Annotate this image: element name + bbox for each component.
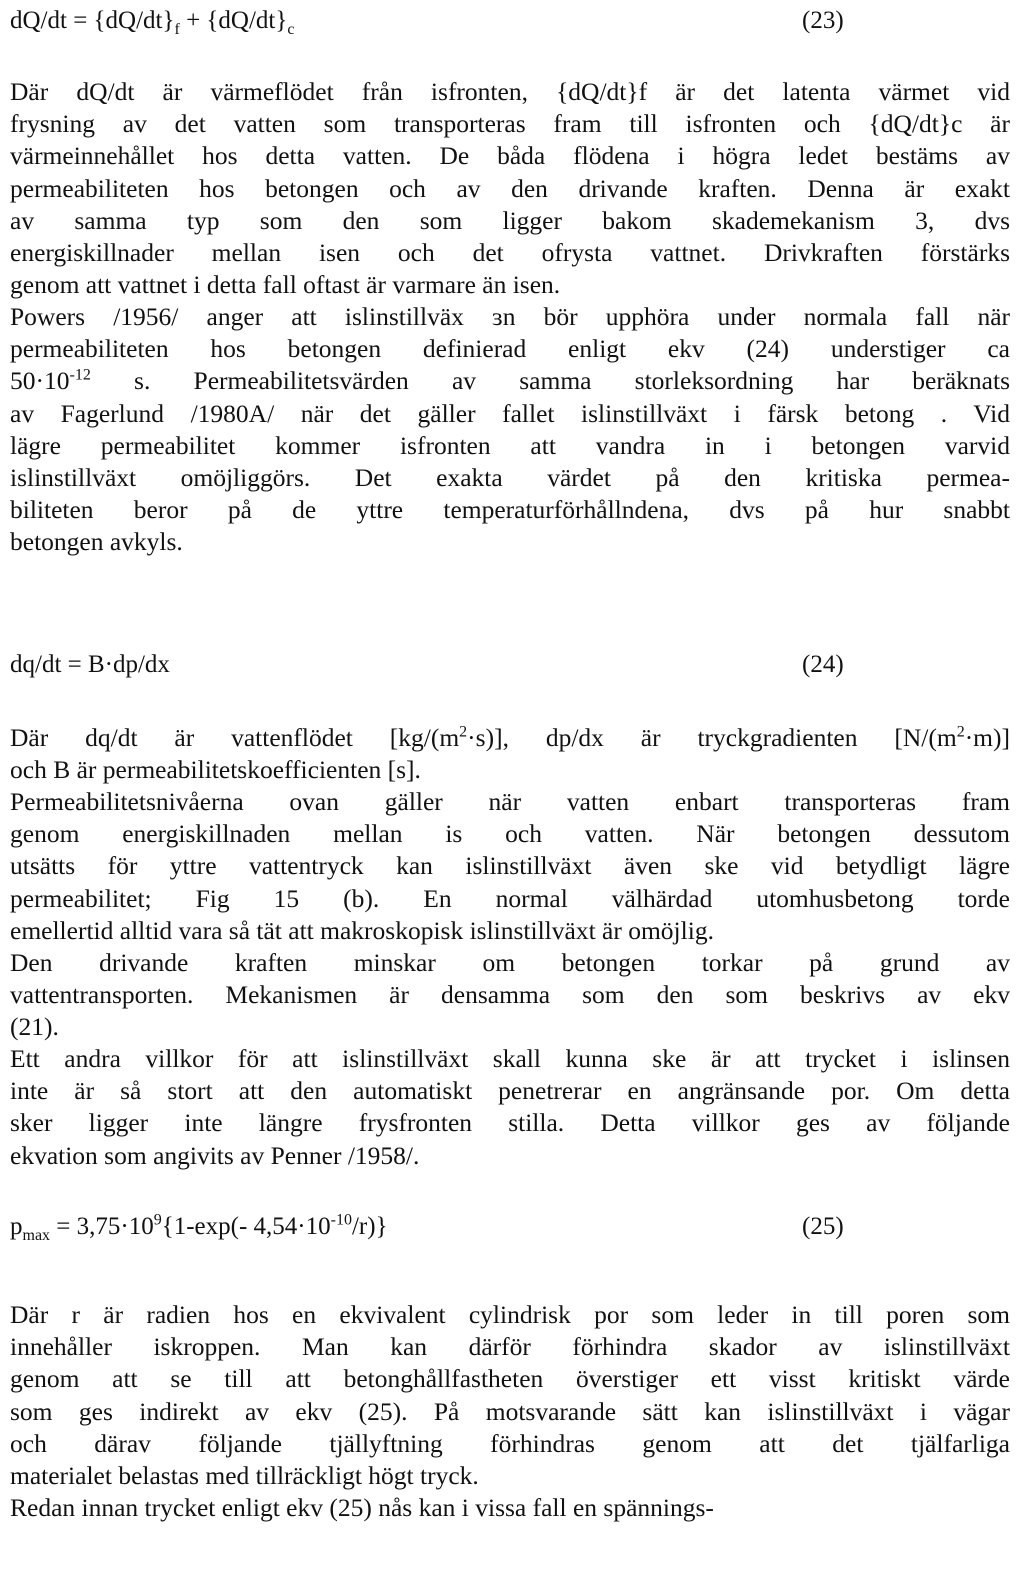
text-line	[10, 365, 1010, 397]
paragraph-3	[10, 722, 1010, 786]
text-line: av Fagerlund /1980A/ när det gäller fallet islinstillväxt i färsk betong . Vid	[10, 398, 1010, 428]
equation-25-superscript: -10	[330, 1211, 352, 1229]
paragraph-6	[10, 1043, 1010, 1172]
text-line: Ett andra villkor för att islinstillväxt skall kunna ske är att trycket i islinsen	[10, 1044, 1010, 1073]
equation-25	[10, 1212, 388, 1242]
text-line: lägre permeabilitet kommer isfronten att vandra in i betongen varvid	[10, 430, 1010, 460]
text-line: Där r är radien hos en ekvivalent cylindrisk por som leder in till poren som	[10, 1300, 1010, 1329]
text-line: Redan innan trycket enligt ekv (25) nås kan i vissa fall en spännings-	[10, 1493, 714, 1522]
text-line	[10, 722, 1010, 754]
text-line: genom energiskillnaden mellan is och vatten. När betongen dessutom	[10, 819, 1010, 849]
equation-23-part: + {dQ/dt}	[186, 7, 288, 34]
text-line: Där dQ/dt är värmeflödet från isfronten, {dQ/dt}f är det latenta värmet vid	[10, 77, 1010, 106]
text-segment: ·m)]	[964, 723, 1010, 752]
text-line: vattentransporten. Mekanismen är densamma som den som beskrivs av ekv	[10, 980, 1010, 1010]
text-line: Den drivande kraften minskar om betongen torkar på grund av	[10, 948, 1010, 977]
equation-23-subscript: c	[287, 21, 295, 38]
equation-24: dq/dt = B·dp/dx	[10, 651, 170, 678]
text-line: emellertid alltid vara så tät att makroskopisk islinstillväxt är omöjlig.	[10, 915, 714, 945]
text-segment: ·s)], dp/dx är tryckgradienten [N/(m	[467, 723, 957, 752]
text-line: betongen avkyls.	[10, 527, 183, 557]
text-segment: 50·10	[10, 366, 70, 396]
equation-25-part: p	[10, 1213, 23, 1240]
paragraph-2	[10, 301, 1010, 559]
text-line: Powers /1956/ anger att islinstillväx ɜn bör upphöra under normala fall när	[10, 302, 1010, 331]
superscript: 2	[956, 723, 965, 741]
equation-25-superscript: 9	[153, 1211, 162, 1229]
paragraph-7	[10, 1299, 1010, 1492]
text-line: genom att vattnet i detta fall oftast är varmare än isen.	[10, 270, 561, 300]
equation-23-subscript: f	[174, 21, 180, 38]
text-line: permeabiliteten hos betongen och av den drivande kraften. Denna är exakt	[10, 173, 1010, 203]
text-line: genom att se till att betonghållfastheten överstiger ett visst kritiskt värde	[10, 1364, 1010, 1394]
text-line: värmeinnehållet hos detta vatten. De båda flödena i högra ledet bestäms av	[10, 141, 1010, 171]
paragraph-4	[10, 786, 1010, 947]
text-line: och därav följande tjällyftning förhindras genom att det tjälfarliga	[10, 1428, 1010, 1458]
text-line: (21).	[10, 1012, 59, 1042]
text-line: biliteten beror på de yttre temperaturförhållndena, dvs på hur snabbt	[10, 495, 1010, 525]
text-line: islinstillväxt omöjliggörs. Det exakta värdet på den kritiska permea-	[10, 463, 1010, 493]
text-line: ekvation som angivits av Penner /1958/.	[10, 1140, 420, 1170]
text-line: sker ligger inte längre frysfronten stilla. Detta villkor ges av följande	[10, 1108, 1010, 1138]
superscript: -12	[69, 366, 91, 384]
text-segment: Där dq/dt är vattenflödet [kg/(m	[10, 723, 460, 752]
text-line: Permeabilitetsnivåerna ovan gäller när vatten enbart transporteras fram	[10, 787, 1010, 816]
text-line: frysning av det vatten som transporteras fram till isfronten och {dQ/dt}c är	[10, 109, 1010, 139]
text-line: permeabiliteten hos betongen definierad enligt ekv (24) understiger ca	[10, 334, 1010, 364]
equation-25-number: (25)	[802, 1213, 844, 1240]
text-line: av samma typ som den som ligger bakom skademekanism 3, dvs	[10, 205, 1010, 235]
text-line: energiskillnader mellan isen och det ofrysta vattnet. Drivkraften förstärks	[10, 238, 1010, 268]
equation-25-part: /r)}	[351, 1213, 388, 1240]
text-line: som ges indirekt av ekv (25). På motsvarande sätt kan islinstillväxt i vägar	[10, 1396, 1010, 1426]
text-line: materialet belastas med tillräckligt högt tryck.	[10, 1461, 479, 1491]
paragraph-8	[10, 1492, 1010, 1524]
text-line: innehåller iskroppen. Man kan därför förhindra skador av islinstillväxt	[10, 1332, 1010, 1362]
text-line: och B är permeabilitetskoefficienten [s].	[10, 755, 421, 785]
equation-25-part: = 3,75·10	[50, 1213, 154, 1240]
superscript: 2	[459, 723, 468, 741]
equation-23-number: (23)	[802, 7, 844, 34]
equation-24-number: (24)	[802, 651, 844, 678]
equation-25-subscript: max	[22, 1227, 51, 1244]
paragraph-5	[10, 947, 1010, 1044]
text-line: permeabilitet; Fig 15 (b). En normal välhärdad utomhusbetong torde	[10, 883, 1010, 913]
equation-23	[10, 6, 294, 36]
equation-23-part: dQ/dt = {dQ/dt}	[10, 7, 175, 34]
equation-25-part: {1-exp(- 4,54·10	[161, 1213, 331, 1240]
paragraph-1	[10, 76, 1010, 301]
text-segment: s. Permeabilitetsvärden av samma storleksordning har beräknats	[90, 366, 1010, 396]
text-line: utsätts för yttre vattentryck kan islinstillväxt även ske vid betydligt lägre	[10, 851, 1010, 881]
text-line: inte är så stort att den automatiskt penetrerar en angränsande por. Om detta	[10, 1076, 1010, 1106]
